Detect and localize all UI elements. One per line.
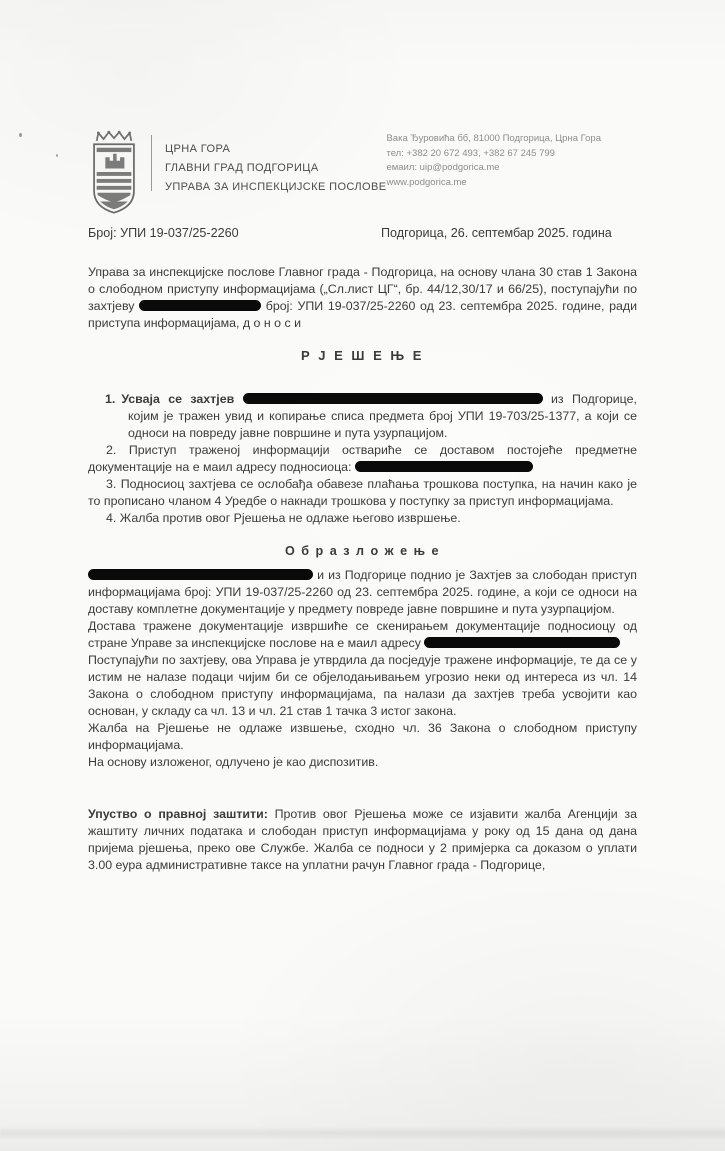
rationale-paragraph-5: На основу изложеног, одлучено је као диспозитив. bbox=[88, 755, 379, 769]
item1-number: 1. bbox=[105, 392, 116, 406]
rationale-p2-text: Достава тражене документације извршиће се скенирањем документације подносиоцу од стране Управе за инспекцијске послове на е маил адресу bbox=[88, 619, 637, 650]
letterhead bbox=[88, 127, 637, 217]
issuer-country: ЦРНА ГОРА bbox=[164, 143, 231, 155]
contact-phone: тел: +382 20 672 493, +382 67 245 799 bbox=[386, 147, 555, 159]
scan-shadow-band bbox=[0, 1126, 725, 1139]
redaction-bar bbox=[88, 569, 313, 581]
redaction-bar bbox=[139, 300, 261, 312]
item2-text: 2. Приступ траженој информацији оствариће се доставом постојеће предметне документације на е маил адресу подносиоца: bbox=[88, 443, 637, 474]
item1-text: из Подгорице, којим је тражен увид и копирање списа предмета број УПИ 19-703/25-1377, а који се односи на повреду јавне површине и пута узурпацијом. bbox=[128, 392, 637, 440]
legal-notice-lead: Упуство о правној заштити: bbox=[88, 807, 268, 821]
intro-paragraph bbox=[88, 264, 637, 332]
place-and-date: Подгорица, 26. септембар 2025. година bbox=[381, 226, 612, 240]
scan-speck bbox=[56, 154, 58, 157]
scanned-document-page bbox=[0, 127, 725, 1151]
decision-item-1 bbox=[88, 391, 637, 442]
item1-lead: Усваја се захтјев bbox=[121, 392, 235, 406]
case-number: Број: УПИ 19-037/25-2260 bbox=[88, 226, 239, 240]
redaction-bar bbox=[243, 393, 543, 405]
meta-row bbox=[88, 226, 637, 240]
letterhead-divider bbox=[151, 135, 152, 191]
redaction-bar bbox=[424, 637, 620, 649]
decision-item-3: 3. Подносиоц захтјева се ослобађа обавезе плаћања трошкова поступка, на начин како је то прописано чланом 4 Уредбе о накнади трошкова у поступку за приступ информацијама. bbox=[88, 477, 637, 508]
rationale-paragraph-1 bbox=[88, 567, 637, 618]
rationale-heading: О б р а з л о ж е њ е bbox=[284, 544, 441, 558]
legal-remedy-notice bbox=[88, 806, 637, 874]
decision-item-2 bbox=[88, 442, 637, 476]
contact-address: Вака Ђуровића бб, 81000 Подгорица, Црна Гора bbox=[386, 133, 601, 144]
rationale-paragraph-3: Поступајући по захтјеву, ова Управа је утврдила да посједује тражене информације, те да се у истим не налазе подаци чијим би се објелодањивањем угрозио неки од интереса из чл. 14 Закона о слободном приступу информацијама, па налази да захтјев треба усвојити као основан, у складу са чл. 13 и чл. 21 став 1 тачка 3 истог закона. bbox=[88, 653, 637, 718]
contact-block bbox=[386, 127, 637, 190]
issuer-block bbox=[165, 127, 386, 197]
intro-text-before: Управа за инспекцијске послове Главног града - Подгорица, на основу члана 30 став 1 Закона о слободном приступу информацијама („Сл.лист ЦГ“, бр. 44/12,30/17 и 66/25), поступајући по захтјеву bbox=[88, 265, 637, 313]
podgorica-coat-of-arms-icon bbox=[88, 127, 140, 217]
rationale-paragraph-2 bbox=[88, 618, 637, 652]
issuer-department: УПРАВА ЗА ИНСПЕКЦИЈСКЕ ПОСЛОВЕ bbox=[164, 181, 387, 193]
rationale-paragraph-4: Жалба на Рјешење не одлаже извшење, сходно чл. 36 Закона о слободном приступу информацијама. bbox=[88, 721, 637, 752]
rationale-p1-text: и из Подгорице поднио је Захтјев за слободан приступ информацијама број: УПИ 19-037/25-2260 од 23. септембра 2025. године, а који се односи на доставу комплетне документације у предмету повреде јавне површине и пута узурпацијом. bbox=[88, 568, 638, 616]
issuer-city: ГЛАВНИ ГРАД ПОДГОРИЦА bbox=[164, 162, 319, 174]
document-content bbox=[0, 127, 725, 874]
decision-title: Р Ј Е Ш Е Њ Е bbox=[301, 348, 424, 363]
legal-notice-text: Против овог Рјешења може се изјавити жалба Агенцији за жаштиту личних података и слободан приступ информацијама у року од 15 дана од дана пријема рјешења, преко ове Службе. Жалба се подноси у 2 примјерка са доказом о уплати 3.00 еура административне таксе на уплатни рачун Главног града - Подгорице, bbox=[88, 807, 637, 872]
decision-item-4: 4. Жалба против овог Рјешења не одлаже његово извршење. bbox=[106, 511, 461, 525]
decision-items bbox=[88, 391, 637, 527]
contact-email: емаил: uip@podgorica.me bbox=[386, 162, 500, 173]
contact-website: www.podgorica.me bbox=[386, 176, 467, 188]
intro-text-after: број: УПИ 19-037/25-2260 од 23. септембра 2025. године, ради приступа информацијама, д о н о с и bbox=[88, 299, 638, 330]
redaction-bar bbox=[355, 461, 533, 473]
scan-speck bbox=[19, 133, 22, 137]
